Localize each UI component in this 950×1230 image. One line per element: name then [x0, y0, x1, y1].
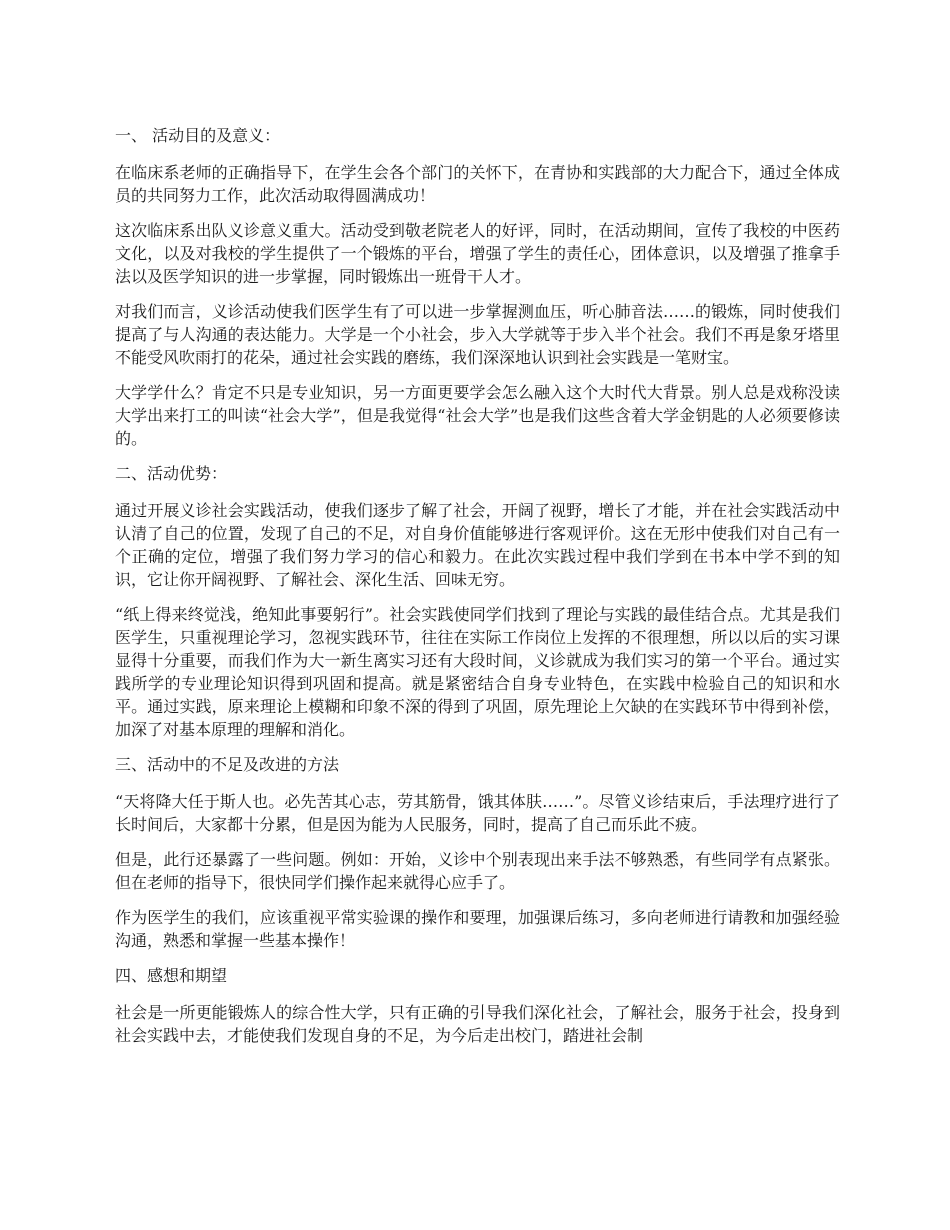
- section-heading-advantages: 二、活动优势：: [115, 464, 228, 483]
- paragraph: 这次临床系出队义诊意义重大。活动受到敬老院老人的好评，同时，在活动期间，宣传了我校的中医药文化，以及对我校的学生提供了一个锻炼的平台，增强了学生的责任心，团体意识，以及增强了推拿手法以及医学知识的进一步掌握，同时锻炼出一班骨干人才。: [115, 221, 840, 286]
- paragraph: “纸上得来终觉浅，绝知此事要躬行”。社会实践使同学们找到了理论与实践的最佳结合点。尤其是我们医学生，只重视理论学习，忽视实践环节，往往在实际工作岗位上发挥的不很理想，所以以后的实习课显得十分重要，而我们作为大一新生离实习还有大段时间，义诊就成为我们实习的第一个平台。通过实践所学的专业理论知识得到巩固和提高。就是紧密结合自身专业特色，在实践中检验自己的知识和水平。通过实践，原来理论上模糊和印象不深的得到了巩固，原先理论上欠缺的在实践环节中得到补偿，加深了对基本原理的理解和消化。: [115, 605, 840, 739]
- section-heading-purpose: 一、 活动目的及意义：: [115, 126, 281, 145]
- paragraph: 通过开展义诊社会实践活动，使我们逐步了解了社会，开阔了视野，增长了才能，并在社会实践活动中认清了自己的位置，发现了自己的不足，对自身价值能够进行客观评价。这在无形中使我们对自己有一个正确的定位，增强了我们努力学习的信心和毅力。在此次实践过程中我们学到在书本中学不到的知识，它让你开阔视野、了解社会、深化生活、回味无穷。: [115, 501, 840, 589]
- paragraph: 作为医学生的我们，应该重视平常实验课的操作和要理，加强课后练习，多向老师进行请教和加强经验沟通，熟悉和掌握一些基本操作！: [115, 908, 840, 950]
- paragraph: “天将降大任于斯人也。必先苦其心志，劳其筋骨，饿其体肤……”。尽管义诊结束后，手法理疗进行了长时间后，大家都十分累，但是因为能为人民服务，同时，提高了自己而乐此不疲。: [115, 792, 840, 834]
- paragraph: 但是，此行还暴露了一些问题。例如：开始，义诊中个别表现出来手法不够熟悉，有些同学有点紧张。但在老师的指导下，很快同学们操作起来就得心应手了。: [115, 850, 840, 892]
- paragraph: 对我们而言，义诊活动使我们医学生有了可以进一步掌握测血压，听心肺音法……的锻炼，同时使我们提高了与人沟通的表达能力。大学是一个小社会，步入大学就等于步入半个社会。我们不再是象牙塔里不能受风吹雨打的花朵，通过社会实践的磨练，我们深深地认识到社会实践是一笔财宝。: [115, 302, 840, 367]
- paragraph: 在临床系老师的正确指导下，在学生会各个部门的关怀下，在青协和实践部的大力配合下，通过全体成员的共同努力工作，此次活动取得圆满成功！: [115, 163, 840, 205]
- section-heading-reflections: 四、感想和期望: [115, 966, 228, 985]
- document-body: [115, 124, 840, 1059]
- section-heading-shortcomings: 三、活动中的不足及改进的方法: [115, 755, 340, 774]
- paragraph: 社会是一所更能锻炼人的综合性大学，只有正确的引导我们深化社会，了解社会，服务于社会，投身到社会实践中去，才能使我们发现自身的不足，为今后走出校门，踏进社会制: [115, 1003, 840, 1045]
- paragraph: 大学学什么？肯定不只是专业知识，另一方面更要学会怎么融入这个大时代大背景。别人总是戏称没读大学出来打工的叫读“社会大学”，但是我觉得“社会大学”也是我们这些含着大学金钥匙的人必须要修读的。: [115, 383, 840, 448]
